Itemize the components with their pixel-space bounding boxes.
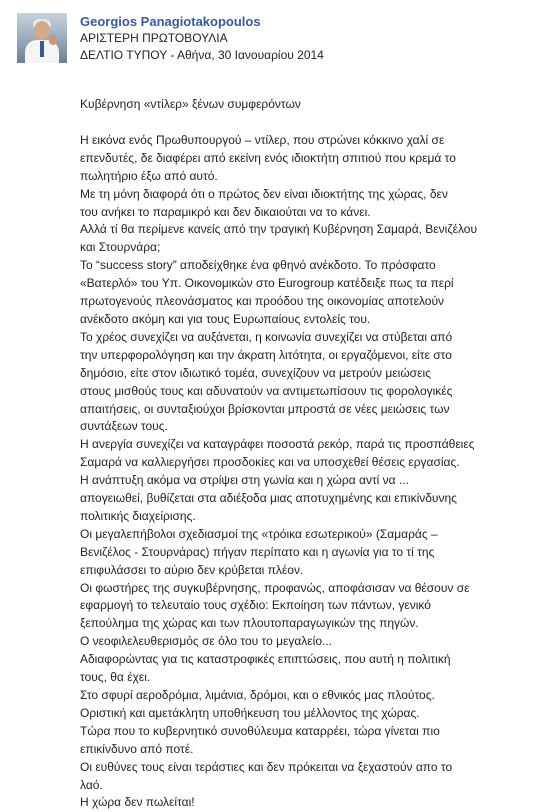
body-line: Με τη μόνη διαφορά ότι ο πρώτος δεν είναι ιδιοκτήτης της χώρας, δεν [80, 186, 448, 201]
avatar-tie [40, 41, 44, 57]
body-line: στους μισθούς τους και αδυνατούν να αντιμετωπίσουν τις φορολογικές [80, 383, 453, 398]
body-line: Οι μεγαλεπήβολοι σχεδιασμοί της «τρόικα εσωτερικού» (Σαμαράς – [80, 526, 438, 541]
body-line: Το “success story” αποδείχθηκε ένα φθηνό ανέκδοτο. Το πρόσφατο [80, 258, 436, 273]
body-line: Οι φωστήρες της συγκυβέρνησης, προφανώς, αποφάσισαν να θέσουν σε [80, 580, 470, 595]
avatar-head [34, 21, 50, 40]
body-line: «Βατερλό» του Υπ. Οικονομικών στο Eurogroup κατέδειξε πως τα περί [80, 276, 454, 291]
body-line: Ο νεοφιλελευθερισμός σε όλο του το μεγαλείο... [80, 634, 332, 649]
body-line: πωλητήριο έξω από αυτό. [80, 168, 218, 183]
body-line: Οριστική και αμετάκλητη υποθήκευση του μέλλοντος της χώρας. [80, 705, 420, 720]
body-line: Η εικόνα ενός Πρωθυπουργού – ντίλερ, που στρώνει κόκκινο χαλί σε [80, 132, 445, 147]
body-line: Το χρέος συνεχίζει να αυξάνεται, η κοινωνία συνεχίζει να στύβεται από [80, 329, 453, 344]
avatar-hand [49, 35, 57, 45]
body-line: επενδυτές, δε διαφέρει από εκείνη ενός ιδιοκτήτη σπιτιού που κρεμά το [80, 150, 456, 165]
body-line: τους, θα έχει. [80, 670, 151, 685]
body-line: Στο σφυρί αεροδρόμια, λιμάνια, δρόμοι, και ο εθνικός μας πλούτος. [80, 688, 435, 702]
body-line: επιφυλάσσει το αύριο δεν κρύβεται πλέον. [80, 562, 304, 577]
body-line: εφαρμογή το τελευταίο τους σχέδιο: Εκποίηση των πάντων, γενικό [80, 598, 431, 613]
body-line: λαό. [80, 777, 103, 792]
body-line: Αδιαφορώντας για τις καταστροφικές επιπτώσεις, που αυτή η πολιτική [80, 652, 451, 667]
body-line: Αλλά τί θα περίμενε κανείς από την τραγική Κυβέρνηση Σαμαρά, Βενιζέλου [80, 222, 478, 237]
post-headline: Κυβέρνηση «ντίλερ» ξένων συμφερόντων [80, 97, 301, 111]
body-line: απαιτήσεις, οι συνταξιούχοι βρίσκονται μπροστά σε νέες μειώσεις των [80, 401, 450, 416]
body-line: Η ανεργία συνεχίζει να καταγράφει ποσοστά ρεκόρ, παρά τις προσπάθειες [80, 437, 475, 452]
paragraph-spacer [80, 114, 520, 132]
body-line: Οι ευθύνες τους είναι τεράστιες και δεν πρόκειται να ξεχαστούν απο το [80, 759, 453, 774]
body-line: πρωτογενούς πλεονάσματος και προόδου της οικονομίας αποτελούν [80, 294, 445, 309]
body-line: ανέκδοτο ακόμη και για τους Ευρωπαίους εντολείς του. [80, 311, 371, 326]
body-line: πολιτικής διαχείρισης. [80, 508, 196, 523]
closing-line: Η χώρα δεν πωλείται! [80, 795, 195, 810]
body-line: απογειωθεί, βυθίζεται στα αδιέξοδα μιας αποτυχημένης και επικίνδυνης [80, 491, 457, 506]
body-line: του ανήκει το παραμικρό και δεν δικαιούται να το κάνει. [80, 204, 371, 219]
body-line: Τώρα που το κυβερνητικό συνοθύλευμα καταρρέει, τώρα γίνεται πιο [80, 723, 440, 738]
body-line: επικίνδυνο από ποτέ. [80, 741, 194, 756]
body-line: την υπερφορολόγηση και την άκρατη λιτότητα, οι εργαζόμενοι, είτε στο [80, 347, 452, 362]
body-line: δημόσιο, είτε στον ιδιωτικό τομέα, συνεχίζουν να μετρούν μειώσεις [80, 365, 431, 380]
body-line: Σαμαρά να καλλιεργήσει προσδοκίες και να υποσχεθεί θέσεις εργασίας. [80, 455, 460, 470]
body-line: ξεπούλημα της χώρας και των πλουτοπαραγωγικών της πηγών. [80, 616, 419, 631]
post-subtitle: ΑΡΙΣΤΕΡΗ ΠΡΩΤΟΒΟΥΛΙΑ [80, 31, 228, 45]
author-name-link[interactable]: Georgios Panagiotakopoulos [80, 14, 261, 29]
author-avatar[interactable] [17, 13, 67, 63]
post-header [80, 13, 520, 64]
body-line: συντάξεων τους. [80, 419, 168, 434]
body-line: Η ανάπτυξη ακόμα να στρίψει στη γωνία και η χώρα αντί να ... [80, 473, 409, 488]
post-dateline: ΔΕΛΤΙΟ ΤΥΠΟΥ - Αθήνα, 30 Ιανουαρίου 2014 [80, 48, 324, 62]
body-line: Βενιζέλος - Στουρνάρας) πήγαν περίπατο και η αγωνία για το τί της [80, 544, 435, 559]
body-line: και Στουρνάρα; [80, 240, 161, 255]
post-body [80, 96, 520, 812]
